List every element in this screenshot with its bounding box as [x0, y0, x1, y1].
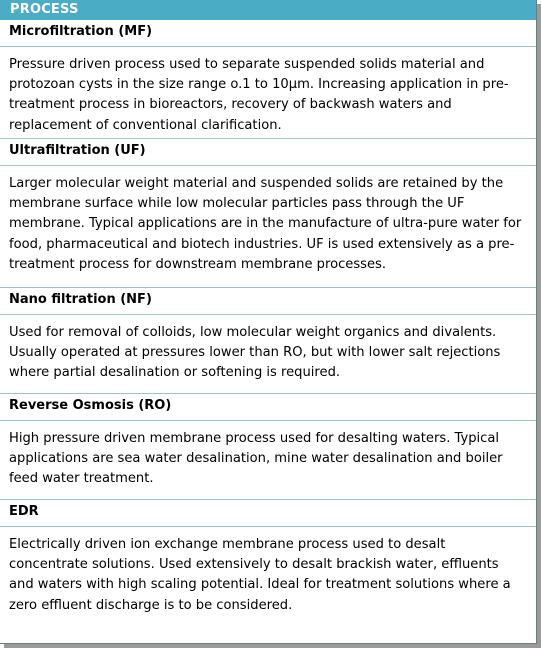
section-ultrafiltration: [0, 139, 536, 288]
section-title: Nano filtration (NF): [0, 288, 536, 315]
section-nano-filtration: [0, 288, 536, 394]
section-description: High pressure driven membrane process used for desalting waters. Typical applications are sea water desalination, mine water desalination and boiler feed water treatment.: [0, 421, 536, 499]
section-microfiltration: [0, 20, 536, 139]
section-title: EDR: [0, 500, 536, 527]
section-title: Reverse Osmosis (RO): [0, 394, 536, 421]
section-reverse-osmosis: [0, 394, 536, 500]
section-edr: [0, 500, 536, 634]
section-title: Microfiltration (MF): [0, 20, 536, 47]
section-title: Ultrafiltration (UF): [0, 139, 536, 166]
section-description: Used for removal of colloids, low molecular weight organics and divalents. Usually operated at pressures lower than RO, but with lower salt rejections where partial desalination or softening is required.: [0, 315, 536, 393]
table-header: PROCESS: [0, 0, 536, 20]
section-description: Pressure driven process used to separate suspended solids material and protozoan cysts in the size range o.1 to 10µm. Increasing application in pre-treatment process in bioreactors, recovery of backwash waters and replacement of conventional clarification.: [0, 47, 536, 138]
section-description: Electrically driven ion exchange membrane process used to desalt concentrate solutions. Used extensively to desalt brackish water, effluents and waters with high scaling potential. Ideal for treatment solutions where a zero effluent discharge is to be considered.: [0, 527, 536, 634]
section-description: Larger molecular weight material and suspended solids are retained by the membrane surface while low molecular particles pass through the UF membrane. Typical applications are in the manufacture of ultra-pure water for food, pharmaceutical and biotech industries. UF is used extensively as a pre-treatment process for downstream membrane processes.: [0, 166, 536, 287]
